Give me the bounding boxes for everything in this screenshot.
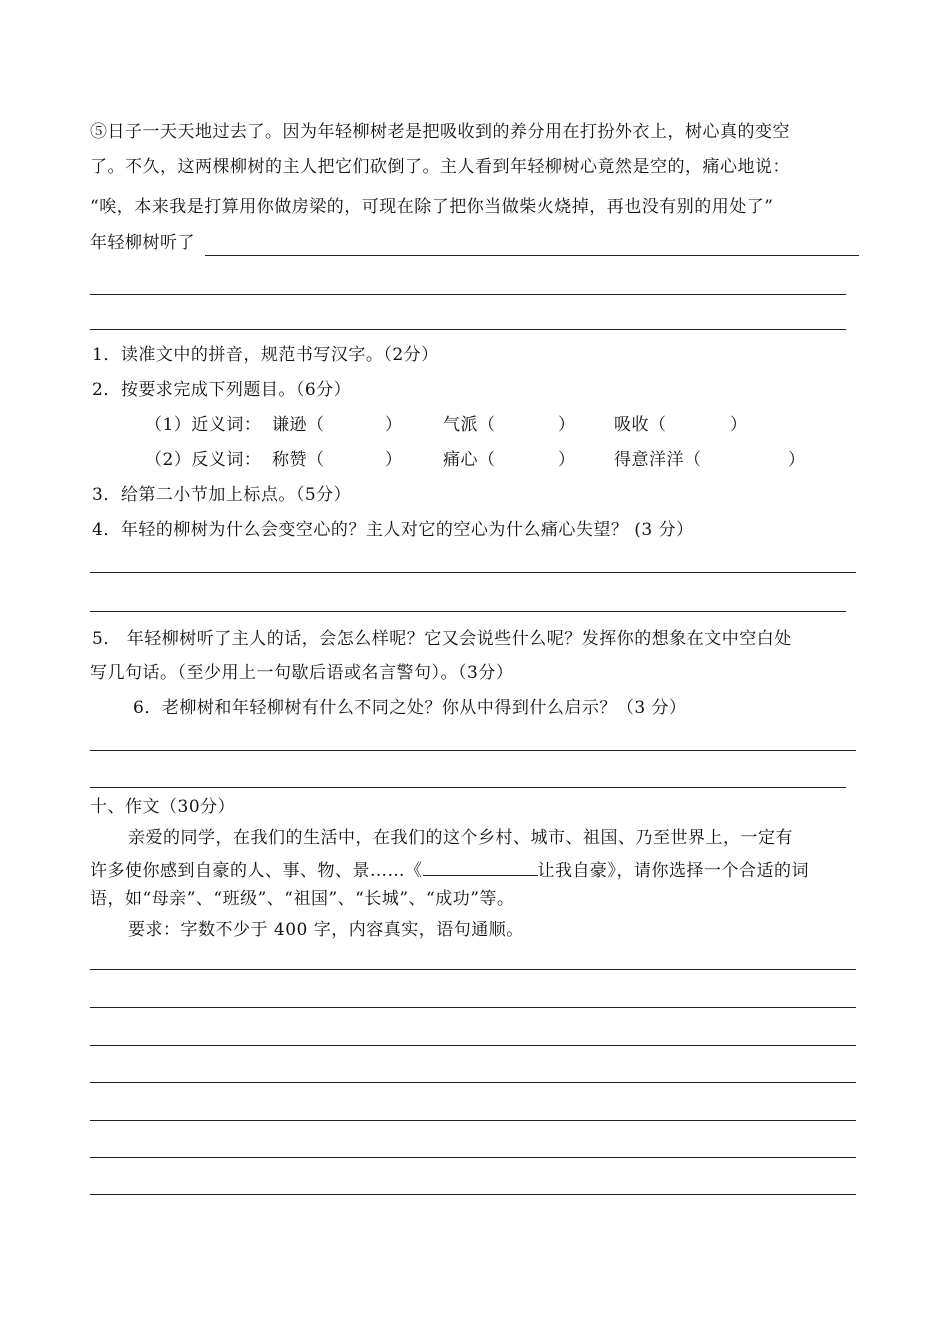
bracket-close: ）	[385, 415, 403, 435]
writing-line[interactable]	[90, 1194, 856, 1195]
composition-prompt-part: 让我自豪》，请你选择一个合适的词	[537, 861, 809, 881]
answer-line[interactable]	[90, 329, 846, 330]
writing-line[interactable]	[90, 1120, 856, 1121]
title-blank[interactable]	[423, 857, 538, 876]
antonym-word-3: 得意洋洋（	[614, 450, 702, 470]
synonym-word-2: 气派（	[443, 415, 496, 435]
question-2: 2．按要求完成下列题目。（6分）	[92, 380, 352, 400]
antonyms-label: （2）反义词：	[145, 450, 262, 470]
antonym-word-2: 痛心（	[443, 450, 496, 470]
synonyms-label: （1）近义词：	[145, 415, 262, 435]
answer-line[interactable]	[90, 611, 846, 612]
composition-prompt: 语，如“母亲”、“班级”、“祖国”、“长城”、“成功”等。	[90, 889, 515, 909]
composition-prompt-part: 许多使你感到自豪的人、事、物、景……《	[90, 861, 423, 881]
passage-line: “唉，本来我是打算用你做房梁的，可现在除了把你当做柴火烧掉，再也没有别的用处了”	[90, 197, 774, 217]
bracket-close: ）	[788, 450, 806, 470]
bracket-close: ）	[730, 415, 748, 435]
question-3: 3．给第二小节加上标点。（5分）	[92, 485, 352, 505]
answer-line[interactable]	[90, 787, 846, 788]
synonym-word-3: 吸收（	[614, 415, 667, 435]
composition-prompt: 亲爱的同学，在我们的生活中，在我们的这个乡村、城市、祖国、乃至世界上，一定有	[128, 828, 793, 848]
answer-line[interactable]	[90, 750, 856, 751]
composition-requirement: 要求：字数不少于 400 字，内容真实，语句通顺。	[128, 920, 524, 940]
passage-line: 了。不久，这两棵柳树的主人把它们砍倒了。主人看到年轻柳树心竟然是空的，痛心地说：	[90, 157, 790, 177]
passage-line: ⑤日子一天天地过去了。因为年轻柳树老是把吸收到的养分用在打扮外衣上，树心真的变空	[90, 122, 790, 142]
writing-line[interactable]	[90, 1157, 856, 1158]
question-5-cont: 写几句话。（至少用上一句歇后语或名言警句）。（3分）	[90, 663, 514, 683]
bracket-close: ）	[385, 450, 403, 470]
composition-prompt	[90, 857, 809, 883]
composition-heading: 十、作文（30分）	[90, 797, 236, 817]
question-5: 5． 年轻柳树听了主人的话，会怎么样呢？它又会说些什么呢？发挥你的想象在文中空白处	[92, 629, 792, 649]
writing-line[interactable]	[90, 1082, 856, 1083]
writing-line[interactable]	[90, 969, 856, 970]
answer-line[interactable]	[90, 294, 846, 295]
question-1: 1．读准文中的拼音，规范书写汉字。（2分）	[92, 345, 439, 365]
writing-line[interactable]	[90, 1007, 856, 1008]
passage-line: 年轻柳树听了	[90, 233, 195, 253]
answer-line[interactable]	[90, 572, 856, 573]
writing-line[interactable]	[90, 1045, 856, 1046]
bracket-close: ）	[558, 415, 576, 435]
antonym-word-1: 称赞（	[272, 450, 325, 470]
question-6: 6．老柳树和年轻柳树有什么不同之处？你从中得到什么启示？（3 分）	[133, 698, 687, 718]
answer-line[interactable]	[205, 255, 859, 256]
question-4: 4．年轻的柳树为什么会变空心的？主人对它的空心为什么痛心失望？ (3 分）	[92, 520, 694, 540]
synonym-word-1: 谦逊（	[272, 415, 325, 435]
bracket-close: ）	[558, 450, 576, 470]
